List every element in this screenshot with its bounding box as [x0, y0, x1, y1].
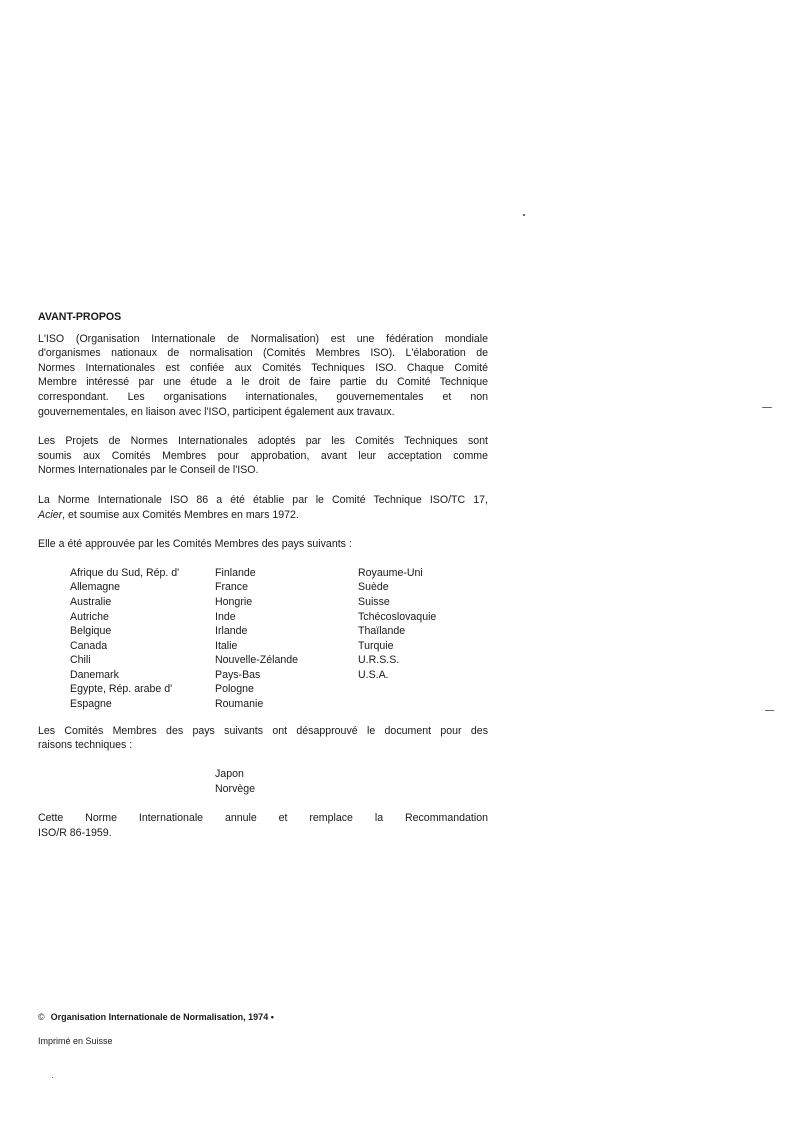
text-line: Normes Internationales par le Conseil de l'ISO. — [38, 464, 259, 477]
country-name: Afrique du Sud, Rép. d' — [70, 566, 180, 579]
copyright-text: Organisation Internationale de Normalisation, 1974 — [50, 1012, 269, 1022]
country-name: Belgique — [70, 625, 112, 638]
country-name: Allemagne — [70, 581, 121, 594]
paragraph-replacement — [38, 811, 488, 840]
country-name: Danemark — [70, 668, 119, 681]
country-name: Canada — [70, 639, 108, 652]
country-column — [215, 566, 298, 712]
text-line: gouvernementales, en liaison avec l'ISO, participent également aux travaux. — [38, 405, 395, 418]
text-line: Elle a été approuvée par les Comités Membres des pays suivants : — [38, 538, 352, 551]
disapproved-countries-list — [215, 767, 488, 796]
paragraph-standard-origin — [38, 493, 488, 522]
copyright-icon: © — [38, 1012, 45, 1022]
text-line: correspondant. Les organisations internationales, gouvernementales et non — [38, 390, 488, 403]
text-line: ISO/R 86-1959. — [38, 826, 112, 839]
scan-mark — [762, 407, 772, 408]
country-name: Norvège — [215, 782, 256, 795]
copyright-notice — [38, 1012, 274, 1022]
foreword-section — [38, 310, 488, 855]
country-name: Suède — [358, 581, 389, 594]
country-name: Irlande — [215, 625, 248, 638]
text-line: Normes Internationales est confiée aux Comités Techniques ISO. Chaque Comité — [38, 361, 488, 374]
country-name: Espagne — [70, 698, 112, 711]
country-name: Suisse — [358, 595, 390, 608]
paragraph-disapproved-intro — [38, 724, 488, 753]
country-column — [358, 566, 436, 683]
country-name: Tchécoslovaquie — [358, 610, 437, 623]
country-name: Nouvelle-Zélande — [215, 654, 299, 667]
printed-notice: Imprimé en Suisse — [38, 1036, 113, 1046]
text-line: Membre intéressé par une étude a le droit de faire partie du Comité Technique — [38, 376, 488, 389]
text-line: Cette Norme Internationale annule et remplace la Recommandation — [38, 812, 488, 825]
country-name: Pays-Bas — [215, 668, 261, 681]
country-name: Australie — [70, 595, 112, 608]
text-line: Les Projets de Normes Internationales adoptés par les Comités Techniques sont — [38, 435, 488, 448]
country-name: U.R.S.S. — [358, 654, 400, 667]
country-name: Egypte, Rép. arabe d' — [70, 683, 173, 696]
scan-speck — [52, 1077, 53, 1078]
approved-countries-list — [38, 566, 488, 714]
country-name: Hongrie — [215, 595, 253, 608]
scan-mark — [765, 710, 774, 711]
country-name: Thaïlande — [358, 625, 406, 638]
text-fragment: , et soumise aux Comités Membres en mars 1972. — [62, 508, 299, 521]
text-line: L'ISO (Organisation Internationale de Normalisation) est une fédération mondiale — [38, 332, 488, 345]
text-line: d'organismes nationaux de normalisation (Comités Membres ISO). L'élaboration de — [38, 347, 488, 360]
country-name: Chili — [70, 654, 91, 667]
section-heading: AVANT-PROPOS — [38, 311, 122, 323]
country-name: Finlande — [215, 566, 256, 579]
paragraph-draft-approval — [38, 434, 488, 478]
country-name: France — [215, 581, 248, 594]
text-line: raisons techniques : — [38, 739, 133, 752]
country-name: Inde — [215, 610, 236, 623]
scan-speck — [523, 214, 525, 216]
country-name: U.S.A. — [358, 668, 389, 681]
country-name: Roumanie — [215, 698, 264, 711]
country-column — [70, 566, 179, 712]
country-name: Japon — [215, 767, 244, 780]
paragraph-approved-intro — [38, 537, 488, 552]
country-name: Autriche — [70, 610, 109, 623]
bullet-icon: • — [270, 1012, 274, 1022]
country-name: Royaume-Uni — [358, 566, 423, 579]
committee-title: Acier — [38, 508, 63, 521]
country-name: Turquie — [358, 639, 394, 652]
country-name: Pologne — [215, 683, 254, 696]
country-name: Italie — [215, 639, 238, 652]
text-line: La Norme Internationale ISO 86 a été établie par le Comité Technique ISO/TC 17, — [38, 493, 488, 506]
paragraph-iso-intro — [38, 332, 488, 420]
text-line: soumis aux Comités Membres pour approbation, avant leur acceptation comme — [38, 449, 488, 462]
text-line — [38, 508, 488, 523]
text-line: Les Comités Membres des pays suivants ont désapprouvé le document pour des — [38, 724, 488, 737]
